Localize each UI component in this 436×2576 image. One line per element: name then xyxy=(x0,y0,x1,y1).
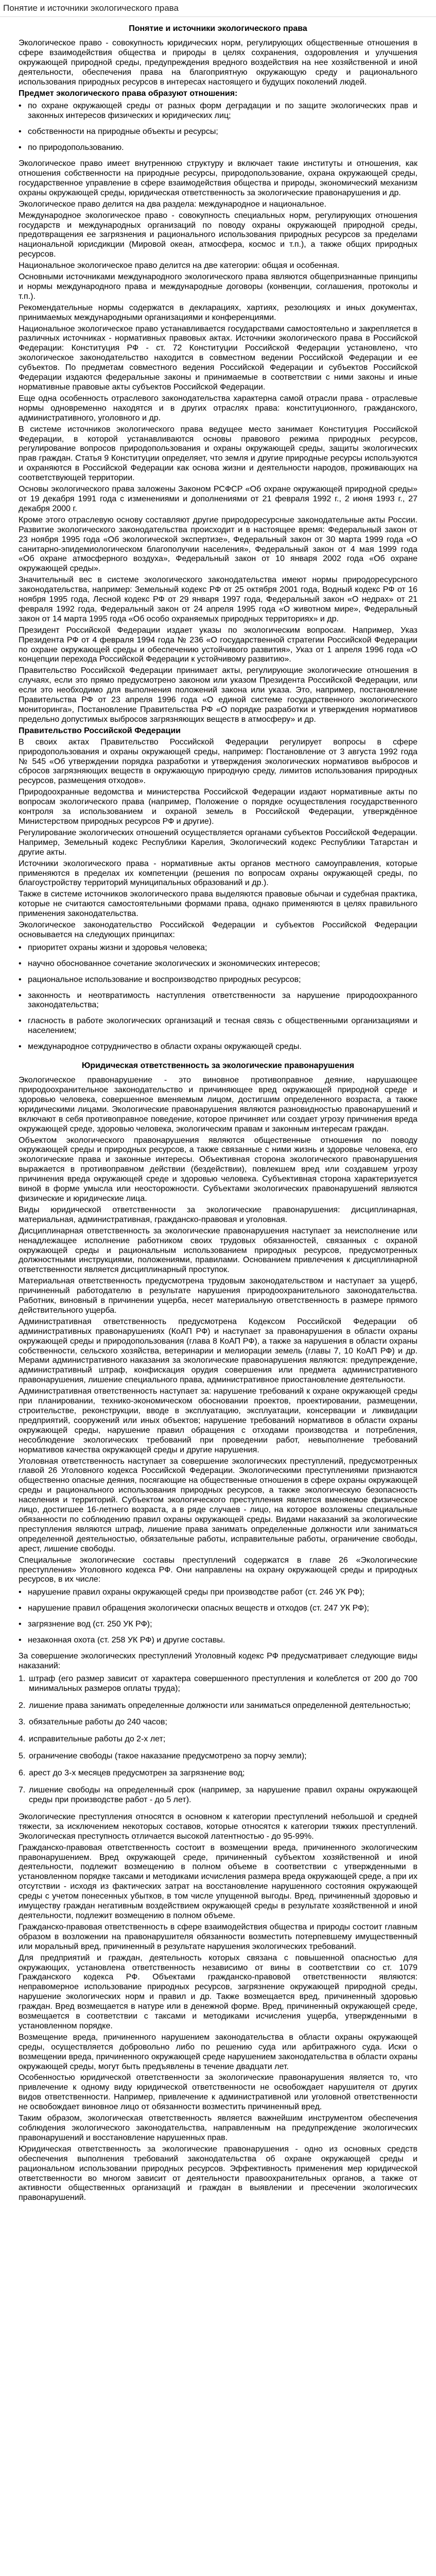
bullet-icon: • xyxy=(19,127,22,137)
paragraph: Гражданско-правовая ответственность в сфере взаимодействия общества и природы состоит главным образом в возложении на правонарушителя обязанности возместить потерпевшему имущественный или моральный вред, причиненный в результате нарушения экологических требований. xyxy=(19,1922,417,1951)
list-item xyxy=(19,101,417,121)
crimes-list xyxy=(19,1588,417,1646)
list-item-text: законность и неотвратимость наступления ответственности за нарушение природоохранного законодательства; xyxy=(28,991,417,1010)
paragraph: Национальное экологическое право делится на две категории: общая и особенная. xyxy=(19,261,340,270)
list-item xyxy=(19,991,417,1011)
list-item-text: исправительные работы до 2-х лет; xyxy=(29,1735,166,1744)
list-item xyxy=(19,1016,417,1036)
paragraph: В своих актах Правительство Российской Федерации регулирует вопросы в сфере природопользования и охраны окружающей среды, например: Постановление от 3 августа 1992 года № 545 «Об утверждении порядка разработки и утверждения экологических нормативов выбросов и сбросов загрязняющих веществ в окружающую природную среду, лимитов использования природных ресурсов, размещения отходов». xyxy=(19,737,417,786)
list-item-text: нарушение правил обращения экологически опасных веществ и отходов (ст. 247 УК РФ); xyxy=(28,1604,369,1613)
paragraph: Экологическое право делится на два раздела: международное и национальное. xyxy=(19,199,326,209)
list-item-text: научно обоснованное сочетание экологических и экономических интересов; xyxy=(28,959,320,968)
paragraph: Международное экологическое право - совокупность специальных норм, регулирующих отношения государств и международных организаций по поводу охраны окружающей природной среды, предотвращения ее загрязнения и рационального использования природных ресурсов за пределами национальной юрисдикции (Мировой океан, атмосфера, космос и т.п.), а также общих природных ресурсов. xyxy=(19,211,417,259)
paragraph: Природоохранные ведомства и министерства Российской Федерации издают нормативные акты по вопросам экологического права (например, Положение о порядке осуществления государственного контроля за использованием и охраной земель в Российской Федерации, утверждённое Министерством природных ресурсов РФ и другие). xyxy=(19,788,417,826)
list-item-text: по природопользованию. xyxy=(28,143,124,152)
list-item-text: лишение свободы на определенный срок (например, за нарушение правил охраны окружающей среды при производстве работ - до 5 лет). xyxy=(29,1786,417,1804)
list-item-text: гласность в работе экологических организаций и тесная связь с общественными организациями и населением; xyxy=(28,1016,417,1036)
paragraph: Экологическое правонарушение - это виновное противоправное деяние, нарушающее природоохранительное законодательство и причиняющее вред окружающей природной среде и здоровью человека, совершенное вменяемым лицом, достигшим определенного возраста, а также юридическими лицами. Экологические правонарушения являются разновидностью правонарушений и включают в себя противоправное поведение, которое причиняет или создает угрозу причинения вреда окружающей среде, здоровью человека, экологическим правам и законным интересам граждан. xyxy=(19,1076,417,1133)
bullet-icon: • xyxy=(19,1604,22,1613)
paragraph: За совершение экологических преступлений Уголовный кодекс РФ предусматривает следующие виды наказаний: xyxy=(19,1651,417,1670)
list-item xyxy=(19,1752,417,1761)
list-item xyxy=(19,1636,417,1646)
paragraph: Объектом экологического правонарушения являются общественные отношения по поводу окружающей среды и природных ресурсов, а также связанные с ними жизнь и здоровье человека, его экологические права и законные интересы. Объективная сторона экологического правонарушения выражается в противоправном действии (бездействии), повлекшем вред или создавшем угрозу причинения вреда окружающей среде и здоровью человека. Субъективная сторона характеризуется виной в форме умысла или неосторожности. Субъектами экологических правонарушений являются физические и юридические лица. xyxy=(19,1136,417,1203)
list-item xyxy=(19,943,417,953)
paragraph: Экологическое право имеет внутреннюю структуру и включает такие институты и отношения, как отношения собственности на природные ресурсы, природопользование, охрана окружающей среды, государственное управление в сфере взаимодействия общества и природы, экономический механизм охраны окружающей среды, юридическая ответственность за экологические правонарушения и др. xyxy=(19,159,417,197)
list-item-text: незаконная охота (ст. 258 УК РФ) и другие составы. xyxy=(28,1636,225,1645)
list-item-text: приоритет охраны жизни и здоровья человека; xyxy=(28,943,207,952)
bullet-icon: • xyxy=(19,1636,22,1645)
paragraph: Экологическое законодательство Российской Федерации и субъектов Российской Федерации основывается на следующих принципах: xyxy=(19,921,417,939)
list-item xyxy=(19,127,417,137)
list-number: 4. xyxy=(19,1735,26,1744)
bullet-icon: • xyxy=(19,991,22,1000)
paragraph: Специальные экологические составы преступлений содержатся в главе 26 «Экологические преступления» Уголовного кодекса РФ. Они направлены на охрану окружающей среды и природных ресурсов, в их числе: xyxy=(19,1555,417,1584)
paragraph: Также в системе источников экологического права выделяются правовые обычаи и судебная практика, которые не считаются самостоятельными формами права, однако применяются в целях правильного применения законодательства. xyxy=(19,890,417,919)
list-item xyxy=(19,143,417,153)
list-item xyxy=(19,1604,417,1614)
paragraph: В системе источников экологического права ведущее место занимает Конституция Российской Федерации, в которой устанавливаются основы правового режима природных ресурсов, регулирование вопросов природопользования и охраны окружающей среды, защиты экологических прав граждан. Статья 9 Конституции определяет, что земля и другие природные ресурсы используются и охраняются в Российской Федерации как основа жизни и деятельности народов, проживающих на соответствующей территории. xyxy=(19,425,417,483)
bullet-icon: • xyxy=(19,1588,22,1597)
bullet-icon: • xyxy=(19,1620,22,1629)
punishments-list xyxy=(19,1674,417,1805)
paragraph: Президент Российской Федерации издает указы по экологическим вопросам. Например, Указ Президента РФ от 4 февраля 1994 года № 236 «О государственной стратегии Российской Федерации по охране окружающей среды и обеспечению устойчивого развития», Указ от 1 апреля 1996 года «О концепции перехода Российской Федерации к устойчивому развитию». xyxy=(19,625,417,664)
paragraph: Экологическое право - совокупность юридических норм, регулирующих общественные отношения в сфере взаимодействия общества и природы в целях сохранения, оздоровления и улучшения окружающей природной среды, предупреждения вредного воздействия на нее хозяйственной и иной деятельности, обеспечения права на благоприятную окружающую среду и рационального использования природных ресурсов в интересах настоящего и будущих поколений людей. xyxy=(19,39,417,87)
list-item-text: нарушение правил охраны окружающей среды при производстве работ (ст. 246 УК РФ); xyxy=(28,1588,365,1597)
bullet-icon: • xyxy=(19,959,22,968)
paragraph: Экологические преступления относятся в основном к категории преступлений небольшой и средней тяжести, за исключением некоторых составов, которые относятся к категории тяжких преступлений. Экологическая преступность отличается высокой латентностью - до 95-99%. xyxy=(19,1812,417,1841)
paragraph: Кроме этого отраслевую основу составляют другие природоресурсные законодательные акты России. Развитие экологического законодательства происходит и в настоящее время: Федеральный закон от 23 ноября 1995 года «Об экологической экспертизе», Федеральный закон от 30 марта 1999 года «О санитарно-эпидемиологическом благополучии населения», Федеральный закон от 4 мая 1999 года «Об охране атмосферного воздуха», Федеральный закон от 10 января 2002 года «Об охране окружающей среды». xyxy=(19,515,417,573)
principles-list xyxy=(19,943,417,1052)
bullet-icon: • xyxy=(19,1016,22,1026)
list-item xyxy=(19,1718,417,1727)
list-item-text: лишение права занимать определенные должности или заниматься определенной деятельностью; xyxy=(29,1701,411,1710)
list-item xyxy=(19,1588,417,1598)
list-item-text: загрязнение вод (ст. 250 УК РФ); xyxy=(28,1620,152,1629)
list-number: 7. xyxy=(19,1786,26,1795)
list-item xyxy=(19,959,417,969)
list-item xyxy=(19,1042,417,1052)
paragraph: Значительный вес в системе экологического законодательства имеют нормы природоресурсного законодательства, например: Земельный кодекс РФ от 25 октября 2001 года, Водный кодекс РФ от 16 ноября 1995 года, Лесной кодекс РФ от 29 января 1997 года, Федеральный закон «О недрах» от 21 февраля 1992 года, Федеральный закон от 24 апреля 1995 года «О животном мире», Федеральный закон от 14 марта 1995 года «Об особо охраняемых природных территориях» и др. xyxy=(19,575,417,623)
paragraph: Гражданско-правовая ответственность состоит в возмещении вреда, причиненного экологическим правонарушением. Вред окружающей среде, причиненный субъектом хозяйственной и иной деятельности, подлежит возмещению в полном объеме в соответствии с утвержденными в установленном порядке таксами и методиками исчисления размера вреда окружающей среде, а при их отсутствии - исходя из фактических затрат на восстановление нарушенного состояния окружающей среды с учетом понесенных убытков, в том числе упущенной выгоды. Вред, причиненный здоровью и имуществу граждан негативным воздействием окружающей среды в результате хозяйственной и иной деятельности, подлежит возмещению в полном объеме. xyxy=(19,1843,417,1920)
paragraph: Еще одна особенность отраслевого законодательства характерна самой отрасли права - отраслевые нормы одновременно находятся и в других отраслях права: конституционного, гражданского, административного, уголовного и др. xyxy=(19,394,417,422)
subject-lead: Предмет экологического права образуют отношения: xyxy=(19,89,238,98)
paragraph xyxy=(19,726,417,736)
paragraph: Возмещение вреда, причиненного нарушением законодательства в области охраны окружающей среды, осуществляется добровольно либо по решению суда или арбитражного суда. Иски о возмещении вреда, причиненного окружающей среде нарушением законодательства в области охраны окружающей среды, могут быть предъявлены в течение двадцати лет. xyxy=(19,2032,417,2071)
list-item-text: штраф (его размер зависит от характера совершенного преступления и колеблется от 200 до 700 минимальных размеров оплаты труда); xyxy=(29,1674,417,1693)
page-header-title: Понятие и источники экологического права xyxy=(3,3,179,13)
bullet-icon: • xyxy=(19,143,22,152)
paragraph: Национальное экологическое право устанавливается государствами самостоятельно и закрепляется в различных источниках - нормативных правовых актах. Источники экологического права в Российской Федерации: Конституция РФ - ст. 72 Конституции Российской Федерации установлено, что экологическое законодательство находится в совместном ведении Российской Федерации и ее субъектов. По предметам совместного ведения Российской Федерации и субъектов Российской Федерации издаются федеральные законы и принимаемые в соответствии с ними законы и иные нормативные правовые акты субъектов Российской Федерации. xyxy=(19,324,417,392)
list-number: 6. xyxy=(19,1769,26,1778)
page-header xyxy=(0,0,436,17)
document-title: Понятие и источники экологического права xyxy=(129,24,307,33)
list-item-text: рациональное использование и воспроизводство природных ресурсов; xyxy=(28,975,301,984)
list-item xyxy=(19,1620,417,1630)
paragraph: Особенностью юридической ответственности за экологические правонарушения является то, что привлечение к одному виду юридической ответственности не освобождает нарушителя от других видов ответственности. Например, привлечение к административной или уголовной ответственности не освобождает виновное лицо от обязанности возместить причиненный вред. xyxy=(19,2073,417,2112)
list-number: 5. xyxy=(19,1752,26,1761)
list-item-text: международное сотрудничество в области охраны окружающей среды. xyxy=(28,1042,302,1052)
list-item xyxy=(19,1674,417,1694)
paragraph: Основы экологического права заложены Законом РСФСР «Об охране окружающей природной среды» от 19 декабря 1991 года с изменениями и дополнениями от 21 февраля 1992 г., 2 июня 1993 г., 27 декабря 2000 г. xyxy=(19,485,417,513)
list-item-text: ограничение свободы (такое наказание предусмотрено за порчу земли); xyxy=(29,1752,307,1761)
paragraph: Административная ответственность наступает за: нарушение требований к охране окружающей среды при планировании, технико-экономическом обосновании проектов, проектировании, размещении, строительстве, реконструкции, вводе в эксплуатацию, эксплуатации, консервации и ликвидации предприятий, сооружений или иных объектов; нарушение требований нормативов в области охраны окружающей среды, нарушение правил обращения с отходами производства и потребления, несоблюдение экологических требований при проведении работ, невыполнение требований нормативов качества окружающей среды и другие нарушения. xyxy=(19,1387,417,1454)
paragraph: Виды юридической ответственности за экологические правонарушения: дисциплинарная, материальная, административная, гражданско-правовая и уголовная. xyxy=(19,1205,417,1224)
paragraph: Юридическая ответственность за экологические правонарушения - одно из основных средств обеспечения выполнения требований законодательства об охране окружающей среды и рациональном использовании природных ресурсов. Эффективность применения мер юридической ответственности во многом зависит от деятельности правоохранительных органов, а также от активности общественных организаций и граждан в выявлении и пресечении экологических правонарушений. xyxy=(19,2144,417,2202)
list-item-text: по охране окружающей среды от разных форм деградации и по защите экологических прав и законных интересов физических и юридических лиц; xyxy=(28,101,417,121)
list-item xyxy=(19,1769,417,1778)
list-item-text: обязательные работы до 240 часов; xyxy=(29,1718,167,1727)
paragraph-heading: Правительство Российской Федерации xyxy=(19,726,181,735)
paragraph: Уголовная ответственность наступает за совершение экологических преступлений, предусмотренных главой 26 Уголовного кодекса Российской Федерации. Экологическими преступлениями признаются общественно опасные деяния, посягающие на общественные отношения в сфере охраны окружающей среды и рационального использования природных ресурсов, а также экологическую безопасность населения и территорий. Субъектом экологического преступления является вменяемое физическое лицо, достигшее 16-летнего возраста, а в ряде случаев - лицо, на которое возложены специальные обязанности по соблюдению правил охраны окружающей среды. Видами наказаний за экологические преступления являются штраф, лишение права занимать определенные должности или заниматься определенной деятельностью, обязательные работы, исправительные работы, ограничение свободы, арест, лишение свободы. xyxy=(19,1456,417,1553)
paragraph: Административная ответственность предусмотрена Кодексом Российской Федерации об административных правонарушениях (КоАП РФ) и наступает за правонарушения в области охраны окружающей среды и природопользования (глава 8 КоАП РФ), а также за нарушения в области охраны собственности, сельского хозяйства, ветеринарии и мелиорации земель (главы 7, 10 КоАП РФ) и др. Мерами административного наказания за экологические правонарушения являются: предупреждение, административный штраф, конфискация орудия совершения или предмета административного правонарушения, лишение специального права, административное приостановление деятельности. xyxy=(19,1317,417,1385)
list-number: 3. xyxy=(19,1718,26,1727)
paragraph: Материальная ответственность предусмотрена трудовым законодательством и наступает за ущерб, причиненный работодателю в результате нарушения природоохранительного законодательства. Работник, виновный в причинении ущерба, несет материальную ответственность в размере прямого действительного ущерба. xyxy=(19,1277,417,1315)
paragraph: Таким образом, экологическая ответственность является важнейшим инструментом обеспечения соблюдения экологического законодательства, направленным на предупреждение экологических правонарушений и восстановление нарушенных прав. xyxy=(19,2114,417,2142)
paragraph: Для предприятий и граждан, деятельность которых связана с повышенной опасностью для окружающих, установлена ответственность независимо от вины в соответствии со ст. 1079 Гражданского кодекса РФ. Объектами гражданско-правовой ответственности являются: неправомерное использование природных ресурсов, загрязнение окружающей природной среды, нарушение экологических норм и правил и др. Также возмещается вред, причиненный здоровью граждан. Вред возмещается в натуре или в денежной форме. Вред, причиненный окружающей среде, возмещается в соответствии с таксами и методиками исчисления ущерба, утвержденными в установленном порядке. xyxy=(19,1953,417,2030)
paragraph: Правительство Российской Федерации принимает акты, регулирующие экологические отношения в случаях, если это прямо предусмотрено законом или указом Президента Российской Федерации, или если это необходимо для выполнения положений закона или указа. Это, например, постановление Правительства РФ от 23 апреля 1996 года «О единой системе государственного экологического мониторинга», Постановление Правительства РФ «О порядке разработки и утверждения нормативов предельно допустимых выбросов загрязняющих веществ в атмосферу» и др. xyxy=(19,666,417,724)
paragraph: Дисциплинарная ответственность за экологические правонарушения наступает за неисполнение или ненадлежащее исполнение работником своих трудовых обязанностей, связанных с охраной окружающей среды и рациональным использованием природных ресурсов, предусмотренных должностными инструкциями, положениями, правилами. Основанием привлечения к дисциплинарной ответственности является дисциплинарный проступок. xyxy=(19,1226,417,1275)
paragraph xyxy=(19,89,417,99)
list-number: 2. xyxy=(19,1701,26,1710)
list-item-text: собственности на природные объекты и ресурсы; xyxy=(28,127,218,137)
paragraph: Рекомендательные нормы содержатся в декларациях, хартиях, резолюциях и иных документах, принимаемых международными организациями и конференциями. xyxy=(19,303,417,322)
document-body xyxy=(0,17,436,2203)
list-item xyxy=(19,1786,417,1805)
subject-list xyxy=(19,101,417,153)
paragraph: Регулирование экологических отношений осуществляется органами субъектов Российской Федерации. Например, Земельный кодекс Республики Карелия, Экологический кодекс Республики Татарстан и другие акты. xyxy=(19,828,417,857)
list-item xyxy=(19,1735,417,1744)
bullet-icon: • xyxy=(19,1042,22,1052)
paragraph: Источники экологического права - нормативные акты органов местного самоуправления, которые применяются в пределах их компетенции (решения по вопросам охраны окружающей среды, по благоустройству территорий муниципальных образований и др.). xyxy=(19,859,417,888)
list-number: 1. xyxy=(19,1674,26,1683)
bullet-icon: • xyxy=(19,101,22,111)
list-item xyxy=(19,1701,417,1711)
list-item-text: арест до 3-х месяцев предусмотрен за загрязнение вод; xyxy=(29,1769,245,1778)
bullet-icon: • xyxy=(19,943,22,952)
bullet-icon: • xyxy=(19,975,22,984)
section-title: Юридическая ответственность за экологические правонарушения xyxy=(81,1061,355,1071)
list-item xyxy=(19,975,417,985)
paragraph: Основными источниками международного экологического права являются общепризнанные принципы и нормы международного права и международные договоры (конвенции, соглашения, протоколы и т.п.). xyxy=(19,273,417,301)
